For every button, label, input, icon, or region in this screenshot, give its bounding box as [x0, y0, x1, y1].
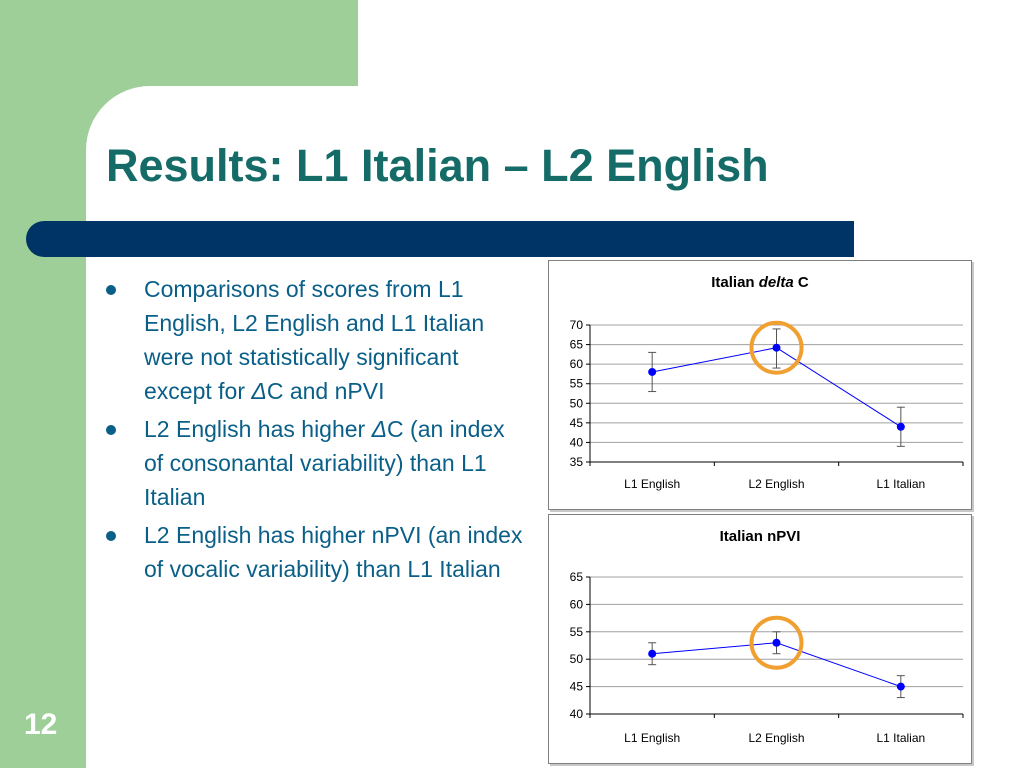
- y-tick-label: 50: [569, 396, 583, 411]
- bullet-item: [106, 518, 526, 586]
- bullet-text: Comparisons of scores from L1 English, L2 English and L1 Italian were not statistically significant except for: [144, 276, 485, 404]
- x-tick-label: L1 Italian: [876, 731, 926, 745]
- delta-symbol: Δ: [251, 378, 267, 404]
- x-tick-label: L1 English: [624, 731, 681, 745]
- npvi-chart-svg: [549, 515, 971, 763]
- data-point: [897, 683, 905, 691]
- bullet-item: [106, 272, 526, 408]
- chart-title-part: delta: [758, 274, 794, 291]
- slide-number: 12: [24, 708, 58, 741]
- bullet-text: C and nPVI: [266, 378, 385, 404]
- data-point: [648, 368, 656, 376]
- y-tick-label: 40: [569, 707, 583, 721]
- data-point: [773, 639, 781, 647]
- y-tick-label: 45: [569, 679, 583, 694]
- bullet-text: L2 English has higher nPVI (an index of vocalic variability) than L1 Italian: [144, 522, 523, 582]
- delta-symbol: Δ: [371, 416, 388, 442]
- y-tick-label: 40: [569, 435, 583, 450]
- data-point: [773, 344, 781, 352]
- slide-title: Results: L1 Italian – L2 English: [106, 140, 769, 191]
- green-left-strip: [0, 0, 86, 768]
- data-point: [897, 423, 905, 431]
- x-tick-label: L1 Italian: [876, 477, 926, 491]
- bullet-list: [106, 272, 526, 590]
- bullet-item: [106, 412, 526, 514]
- npvi-chart: [548, 514, 972, 764]
- bullet-dot-icon: [106, 425, 116, 435]
- chart-title-part: Italian: [711, 274, 759, 291]
- bullet-text: L2 English has higher: [144, 416, 372, 442]
- x-tick-label: L2 English: [748, 731, 805, 745]
- bullet-dot-icon: [106, 285, 116, 295]
- y-tick-label: 35: [569, 455, 583, 469]
- y-tick-label: 70: [569, 318, 583, 332]
- bullet-text: C (an index of consonantal variability) than L1 Italian: [144, 416, 505, 510]
- chart-title-part: Italian nPVI: [719, 528, 801, 545]
- title-underline-bar: [26, 221, 854, 257]
- data-point: [648, 650, 656, 658]
- chart-title: [720, 528, 801, 545]
- x-tick-label: L1 English: [624, 477, 681, 491]
- y-tick-label: 55: [569, 624, 583, 639]
- x-tick-label: L2 English: [748, 477, 805, 491]
- delta-c-chart: [548, 260, 972, 510]
- y-tick-label: 60: [569, 357, 583, 372]
- y-tick-label: 55: [569, 376, 583, 391]
- chart-title: [711, 274, 809, 291]
- y-tick-label: 50: [569, 652, 583, 667]
- bullet-dot-icon: [106, 531, 116, 541]
- y-tick-label: 65: [569, 570, 583, 584]
- delta-c-chart-svg: [549, 261, 971, 509]
- y-tick-label: 60: [569, 597, 583, 612]
- chart-title-part: C: [793, 274, 809, 291]
- y-tick-label: 65: [569, 337, 583, 352]
- y-tick-label: 45: [569, 415, 583, 430]
